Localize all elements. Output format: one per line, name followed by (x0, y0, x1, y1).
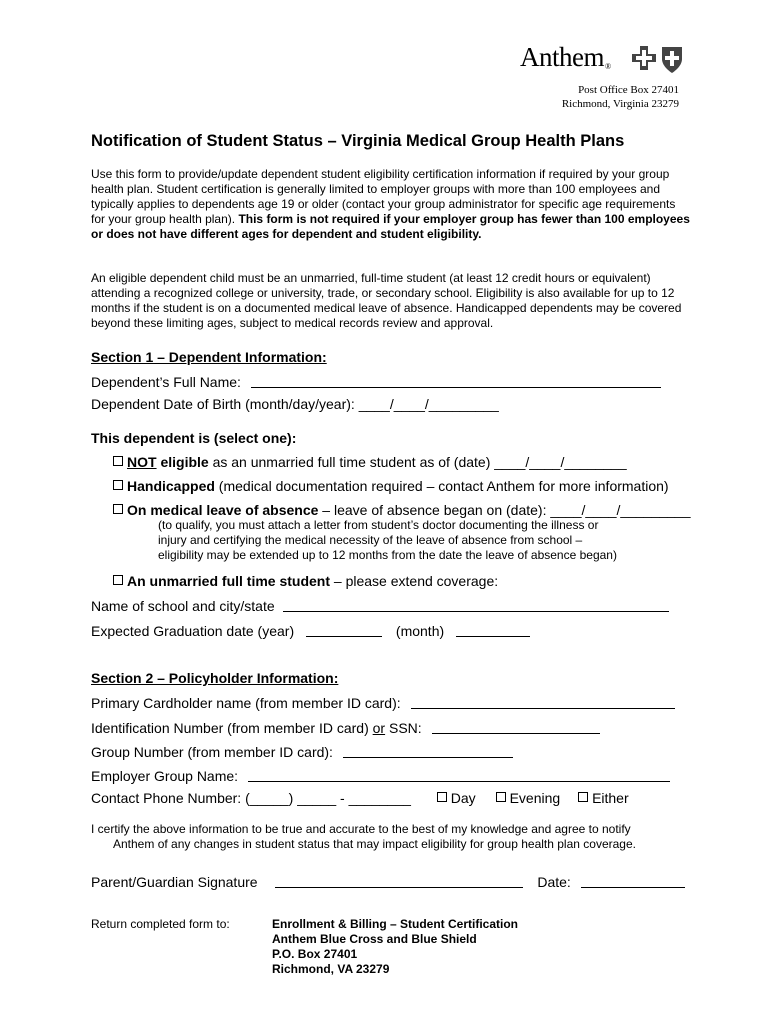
phone-label[interactable]: Contact Phone Number: (_____) _____ - ________ (91, 790, 411, 806)
identification-field[interactable] (432, 719, 600, 734)
return-address-block: Enrollment & Billing – Student Certification Anthem Blue Cross and Blue Shield P.O. Box 27401 Richmond, VA 23279 (272, 917, 519, 976)
employer-row (91, 766, 670, 784)
dependent-name-field[interactable] (251, 373, 661, 388)
primary-cardholder-row (91, 693, 675, 711)
group-number-field[interactable] (343, 743, 513, 758)
signature-row (91, 872, 685, 890)
signature-field[interactable] (275, 873, 523, 888)
graduation-month-field[interactable] (456, 622, 530, 637)
return-address (562, 83, 679, 111)
option-handicapped: Handicapped (medical documentation required – contact Anthem for more information) (113, 478, 669, 494)
phone-row: Contact Phone Number: (_____) _____ - ________ Day Evening Either (91, 790, 629, 806)
school-label: Name of school and city/state (91, 598, 275, 614)
evening-checkbox[interactable] (496, 792, 506, 802)
employer-field[interactable] (248, 767, 670, 782)
date-label: Date: (537, 874, 571, 890)
employer-label: Employer Group Name: (91, 768, 239, 784)
handicapped-checkbox[interactable] (113, 480, 123, 490)
medical-leave-note: (to qualify, you must attach a letter from student’s doctor documenting the illness or injury and certifying the medical necessity of the leave of absence from school – eligibility may be extended up to 12 months from the date the leave of absence began) (158, 518, 617, 562)
intro-bold-text: This form is not required if your employer group has fewer than 100 employees or does not have different ages for dependent and student eligibility. (91, 212, 690, 241)
dependent-dob-row (91, 396, 499, 412)
primary-cardholder-label: Primary Cardholder name (from member ID card): (91, 695, 401, 711)
graduation-month-label: (month) (395, 623, 445, 639)
certification-text: I certify the above information to be true and accurate to the best of my knowledge and agree to notify Anthem of any changes in student status that may impact eligibility for group health plan coverage. (91, 822, 636, 851)
not-eligible-checkbox[interactable] (113, 456, 123, 466)
dependent-name-row (91, 372, 661, 390)
identification-row: Identification Number (from member ID card) or SSN: (91, 718, 600, 736)
option-medical-leave: On medical leave of absence – leave of absence began on (date): ____/____/_________ (113, 502, 691, 518)
return-label: Return completed form to: (91, 917, 230, 931)
section1-heading: Section 1 – Dependent Information: (91, 349, 327, 365)
day-checkbox[interactable] (437, 792, 447, 802)
anthem-logo (520, 42, 611, 73)
dob-label: Dependent Date of Birth (month/day/year): (91, 396, 355, 412)
dependent-name-label: Dependent’s Full Name: (91, 374, 241, 390)
anthem-wordmark: Anthem (520, 42, 604, 72)
date-field[interactable] (581, 873, 685, 888)
select-one-heading: This dependent is (select one): (91, 430, 297, 446)
option-not-eligible: NOT eligible as an unmarried full time student as of (date) ____/____/________ (113, 454, 627, 470)
school-row (91, 596, 669, 614)
intro-text: Use this form to provide/update dependent student eligibility certification information if required by your group health plan. Student certification is generally limited to employer groups with more than 100 employees and typically applies to dependents age 19 or older (contact your group administrator for specific age requirements for your group health plan). (91, 167, 676, 226)
graduation-year-field[interactable] (306, 622, 382, 637)
eligibility-paragraph: An eligible dependent child must be an unmarried, full-time student (at least 12 credit hours or equivalent) attending a recognized college or university, trade, or secondary school. Eligibility is also available for up to 12 months if the student is on a documented medical leave of absence. Handicapped dependents may be covered beyond these limiting ages, subject to medical records review and approval. (91, 271, 682, 330)
page-title: Notification of Student Status – Virginia Medical Group Health Plans (91, 132, 625, 150)
either-checkbox[interactable] (578, 792, 588, 802)
dob-field[interactable]: ____/____/_________ (358, 396, 499, 412)
section2-heading: Section 2 – Policyholder Information: (91, 670, 339, 686)
medical-leave-checkbox[interactable] (113, 504, 123, 514)
signature-label: Parent/Guardian Signature (91, 874, 258, 890)
intro-paragraph (91, 167, 691, 242)
address-line1: Post Office Box 27401 (578, 84, 679, 96)
graduation-year-label: Expected Graduation date (year) (91, 623, 295, 639)
group-number-row (91, 742, 513, 760)
registered-mark: ® (605, 62, 611, 71)
address-line2: Richmond, Virginia 23279 (561, 98, 679, 110)
blue-cross-blue-shield-icon (632, 44, 688, 76)
primary-cardholder-field[interactable] (411, 694, 675, 709)
full-time-student-checkbox[interactable] (113, 575, 123, 585)
graduation-row (91, 621, 530, 639)
option-full-time-student: An unmarried full time student – please extend coverage: (113, 573, 498, 589)
group-number-label: Group Number (from member ID card): (91, 744, 333, 760)
school-field[interactable] (283, 597, 669, 612)
